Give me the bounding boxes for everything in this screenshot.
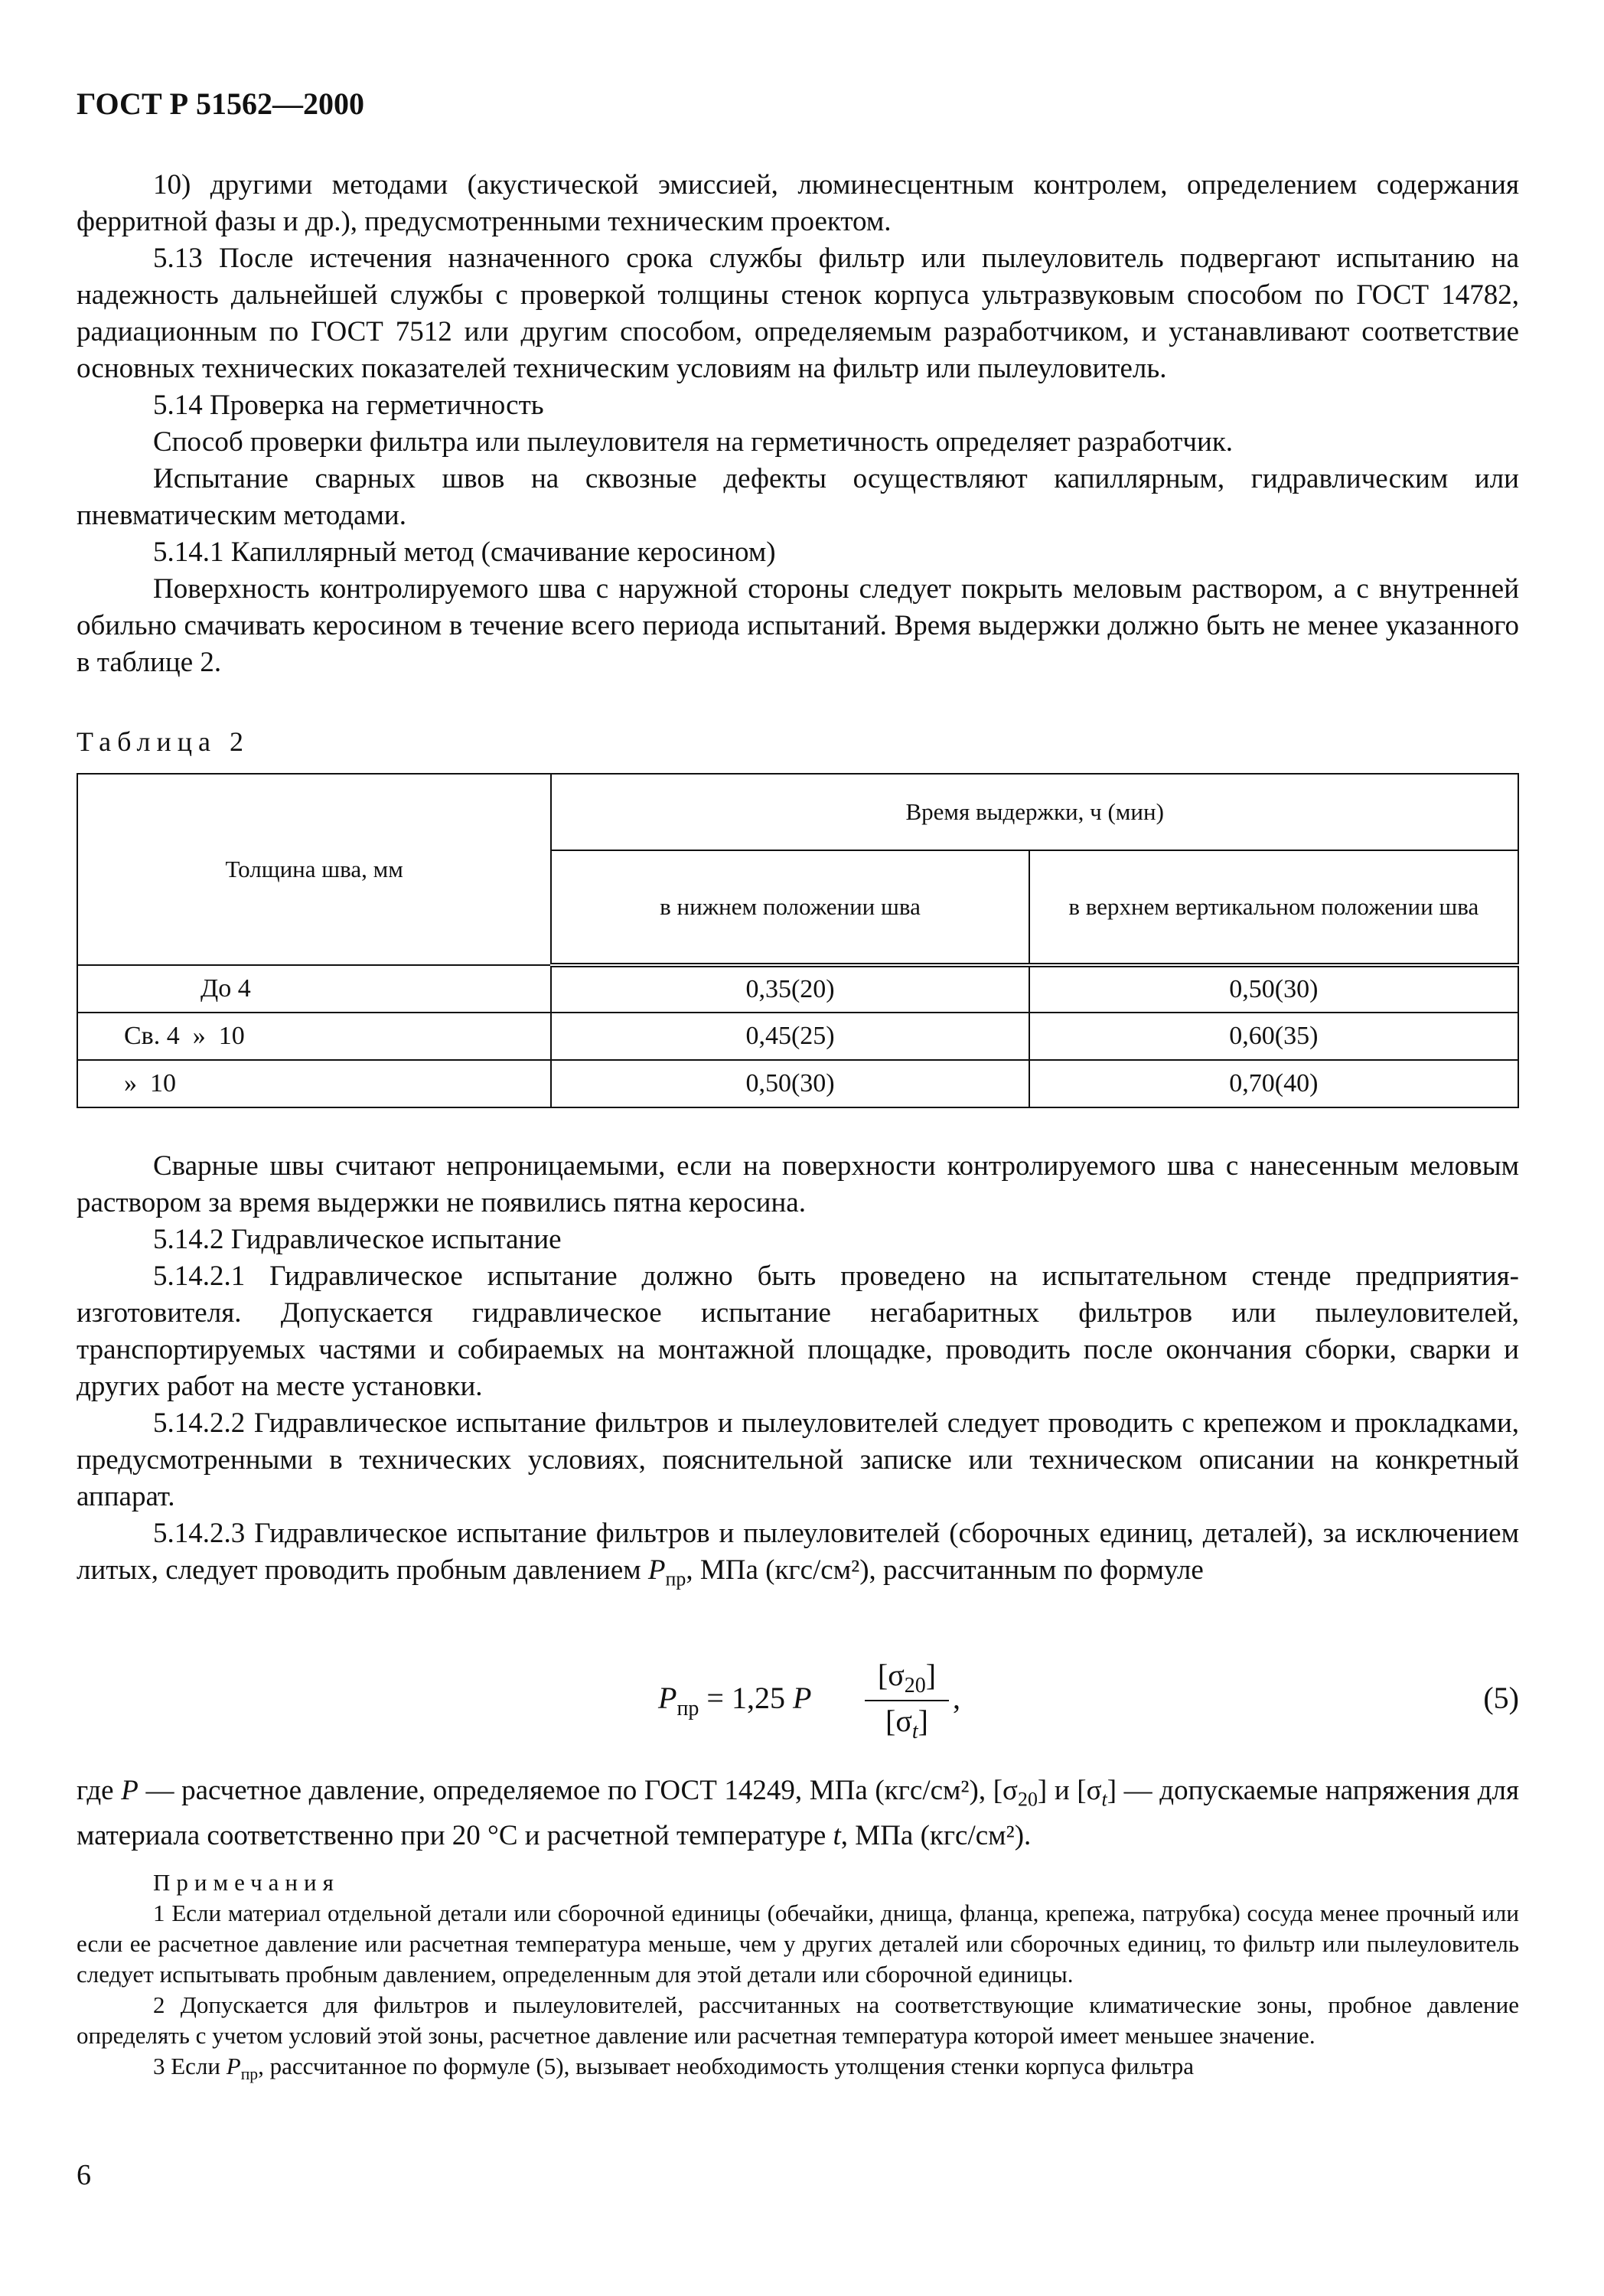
table-row bbox=[77, 965, 1518, 1013]
section-heading: 5.14.1 Капиллярный метод (смачивание керосином) bbox=[153, 536, 776, 568]
top-text bbox=[77, 167, 1519, 681]
column-header-thickness: Толщина шва, мм bbox=[77, 774, 551, 965]
paragraph: Способ проверки фильтра или пылеуловителя на герметичность определяет разработчик. bbox=[153, 426, 1234, 458]
paragraph: Поверхность контролируемого шва с наружной стороны следует покрыть меловым раствором, а с внутренней обильно смачивать керосином в течение всего периода испытаний. Время выдержки должно быть не менее указанного в таблице 2. bbox=[77, 573, 1519, 678]
table-caption: Таблица 2 bbox=[77, 726, 249, 757]
paragraph: 5.14.2.3 Гидравлическое испытание фильтров и пылеуловителей (сборочных единиц, деталей), за исключением литых, следует проводить пробным давлением $P_{пр}$, МПа (кгс/см²), рассчитанным по формуле bbox=[77, 1518, 1519, 1590]
note-text: , рассчитанное по формуле (5), вызывает необходимость утолщения стенки корпуса фильтра bbox=[258, 2053, 1195, 2079]
notes-title: Примечания bbox=[153, 1869, 340, 1896]
where-text-part: и bbox=[1054, 1775, 1070, 1806]
table-cell: 0,35(20) bbox=[551, 965, 1029, 1013]
column-header-lower: в нижнем положении шва bbox=[551, 850, 1029, 965]
paragraph: Сварные швы считают непроницаемыми, если на поверхности контролируемого шва с нанесенным меловым раствором за время выдержки не появились пятна керосина. bbox=[77, 1150, 1519, 1218]
table-cell: 0,70(40) bbox=[1029, 1060, 1518, 1107]
table-cell: 0,45(25) bbox=[551, 1013, 1029, 1060]
paragraph: 5.14.2.1 Гидравлическое испытание должно быть проведено на испытательном стенде предприятия-изготовителя. Допускается гидравлическое испытание негабаритных фильтров или пылеуловителей, транспортируемых частями и собираемых на монтажной площадке, проводить после окончания сборки, сварки и других работ на месте установки. bbox=[77, 1261, 1519, 1402]
note-text: 3 Если bbox=[153, 2053, 221, 2079]
table-row bbox=[77, 1013, 1518, 1060]
formula-lhs: $P_{пр} = 1,25$ P bbox=[658, 1681, 812, 1720]
formula-denominator: $[\sigma_t]$ bbox=[885, 1704, 928, 1743]
note-item: 3 Если $P_{пр}$, рассчитанное по формуле (5), вызывает необходимость утолщения стенки корпуса фильтра bbox=[153, 2053, 1195, 2084]
formula-numerator: $[\sigma_{20}]$ bbox=[865, 1657, 949, 1701]
table-cell: 0,50(30) bbox=[551, 1060, 1029, 1107]
column-header-upper: в верхнем вертикальном положении шва bbox=[1029, 850, 1518, 965]
paragraph: 10) другими методами (акустической эмиссией, люминесцентным контролем, определением содержания ферритной фазы и др.), предусмотренными техническим проектом. bbox=[77, 169, 1519, 237]
where-text bbox=[77, 1773, 1519, 1854]
note-item: 1 Если материал отдельной детали или сборочной единицы (обечайки, днища, фланца, крепежа, патрубка) сосуда менее прочный или если ее расчетное давление или расчетная температура меньше, чем у других деталей или сборочных единиц, то фильтр или пылеуловитель следует испытывать пробным давлением, определенным для этой детали или сборочной единицы. bbox=[77, 1900, 1519, 1988]
paragraph: 5.13 После истечения назначенного срока службы фильтр или пылеуловитель подвергают испытанию на надежность дальнейшей службы с проверкой толщины стенок корпуса ультразвуковым способом по ГОСТ 14782, радиационным по ГОСТ 7512 или другим способом, определяемым разработчиком, и устанавливают соответствие основных технических показателей техническим условиям на фильтр или пылеуловитель. bbox=[77, 243, 1519, 384]
where-word: где bbox=[77, 1775, 114, 1806]
table-cell: 0,60(35) bbox=[1029, 1013, 1518, 1060]
column-header-time: Время выдержки, ч (мин) bbox=[551, 774, 1518, 850]
paragraph: Испытание сварных швов на сквозные дефекты осуществляют капиллярным, гидравлическим или пневматическим методами. bbox=[77, 463, 1519, 531]
table-cell: Св. 4 » 10 bbox=[77, 1013, 551, 1060]
where-text-part: , МПа (кгс/см²). bbox=[840, 1820, 1032, 1852]
table-cell: » 10 bbox=[77, 1060, 551, 1107]
paragraph: где P — расчетное давление, определяемое по ГОСТ 14249, МПа (кгс/см²), $[\sigma_{20}]$ и $[\sigma_t]$ — допускаемые напряжения для материала соответственно при 20 °С и расчетной температуре t, МПа (кгс/см²). bbox=[77, 1775, 1519, 1852]
formula-5 bbox=[658, 1657, 1519, 1749]
paragraph: 5.14.2.2 Гидравлическое испытание фильтров и пылеуловителей следует проводить с крепежом и прокладками, предусмотренными в технических условиях, пояснительной записке или техническом описании на конкретный аппарат. bbox=[77, 1407, 1519, 1512]
where-text-part: — допускаемые напряжения для материала соответственно при 20 °С и расчетной температуре bbox=[77, 1775, 1519, 1852]
where-text-part: — расчетное давление, определяемое по ГОСТ 14249, МПа (кгс/см²), bbox=[145, 1775, 986, 1806]
table-row bbox=[77, 1060, 1518, 1107]
paragraph-text: МПа (кгс/см²), рассчитанным по формуле bbox=[699, 1554, 1204, 1586]
page-number: 6 bbox=[77, 2159, 91, 2191]
formula-coefficient: = 1,25 bbox=[706, 1681, 785, 1715]
section-heading: 5.14 Проверка на герметичность bbox=[153, 390, 544, 421]
paragraph-text: 5.14.2.3 Гидравлическое испытание фильтров и пылеуловителей (сборочных единиц, деталей), за исключением литых, следует проводить пробным давлением bbox=[77, 1518, 1519, 1586]
middle-text bbox=[77, 1148, 1519, 1597]
note-item: 2 Допускается для фильтров и пылеуловителей, рассчитанных на соответствующие климатические зоны, пробное давление определять с учетом условий этой зоны, расчетное давление или расчетная температура которой имеет меньшее значение. bbox=[77, 1991, 1519, 2049]
document-header: ГОСТ Р 51562—2000 bbox=[77, 86, 365, 121]
table-cell: 0,50(30) bbox=[1029, 965, 1518, 1013]
notes bbox=[77, 1867, 1519, 2089]
section-heading: 5.14.2 Гидравлическое испытание bbox=[153, 1224, 562, 1255]
formula-number: (5) bbox=[1483, 1681, 1519, 1715]
data-table bbox=[77, 773, 1519, 1108]
formula-fraction bbox=[865, 1657, 949, 1744]
formula-comma: , bbox=[953, 1681, 960, 1715]
table-cell: До 4 bbox=[77, 965, 551, 1013]
